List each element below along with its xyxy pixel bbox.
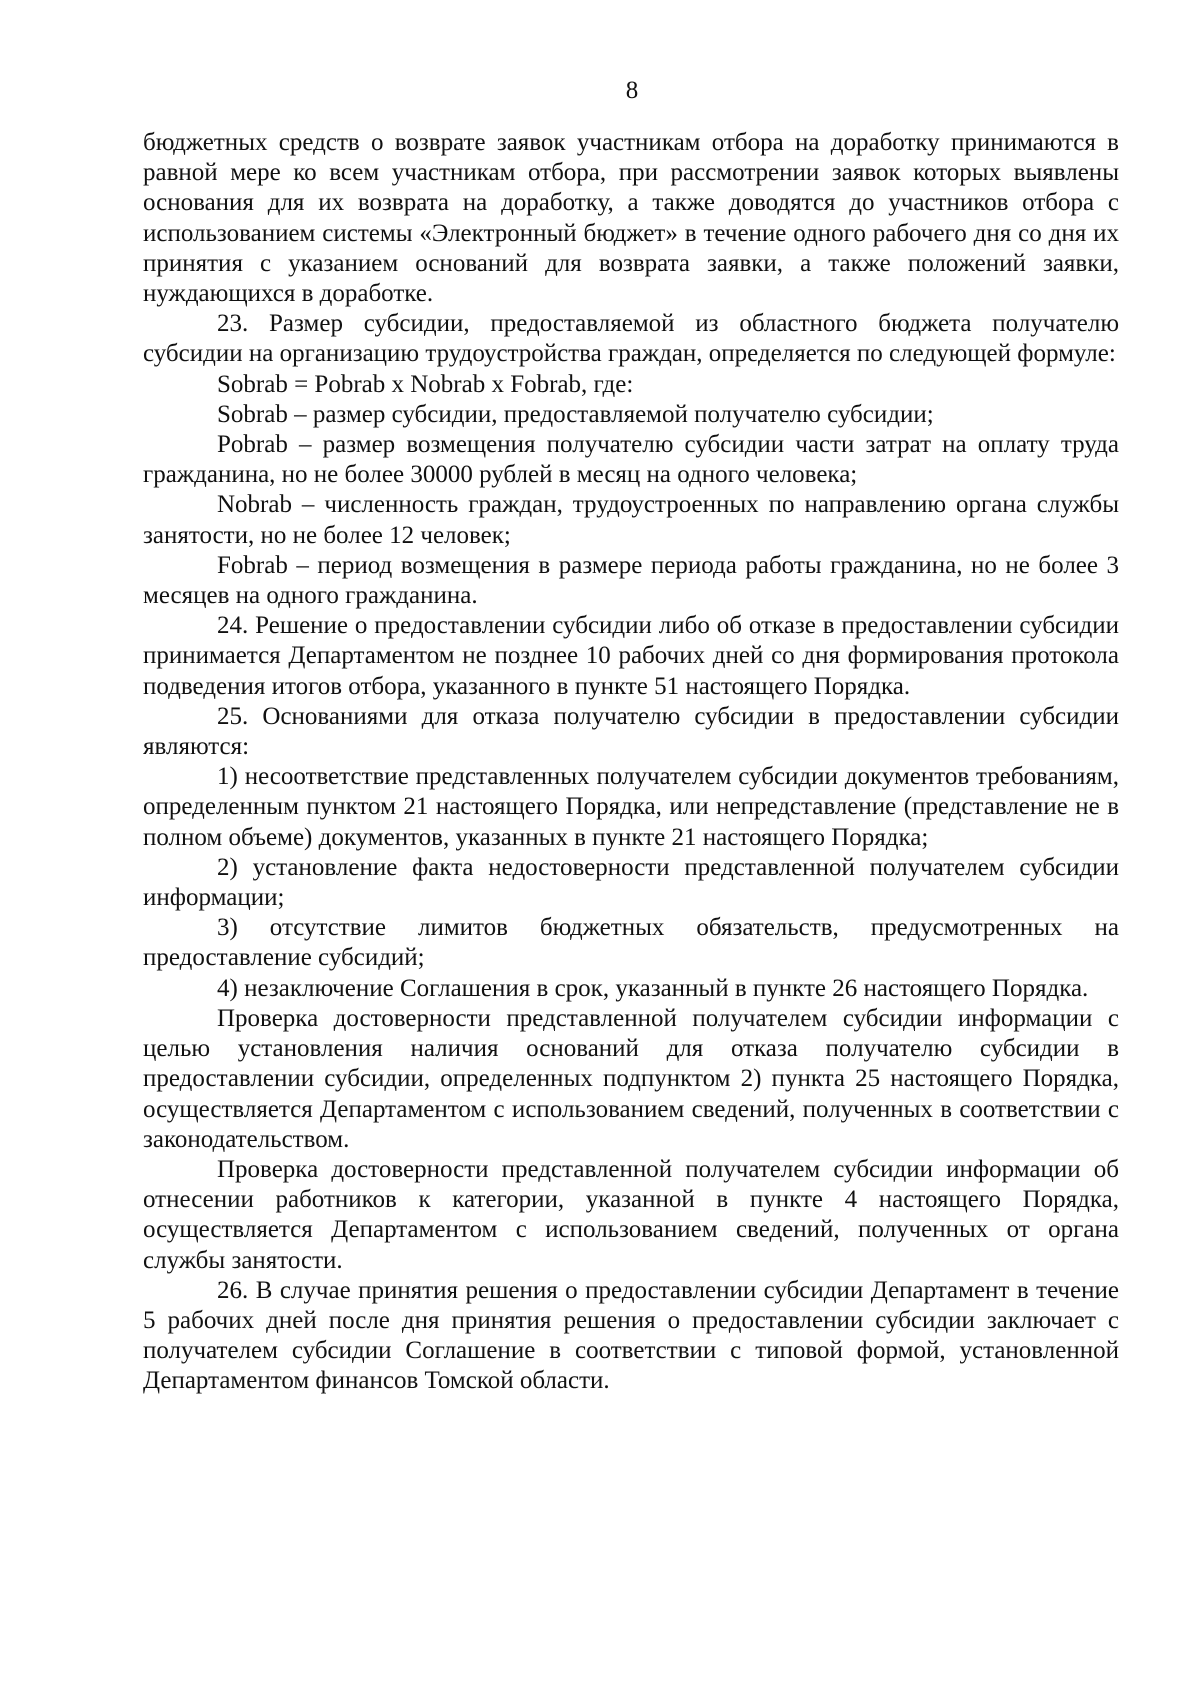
paragraph-item-23: 23. Размер субсидии, предоставляемой из областного бюджета получателю субсидии на организацию трудоустройства граждан, определяется по следующей формуле: [143,310,1119,368]
formula-definition-nobrab: Nobrab – численность граждан, трудоустроенных по направлению органа службы занятости, но не более 12 человек; [143,491,1119,549]
formula-definition-sobrab: Sobrab – размер субсидии, предоставляемой получателю субсидии; [217,400,934,428]
formula-definition-pobrab: Pobrab – размер возмещения получателю субсидии части затрат на оплату труда гражданина, но не более 30000 рублей в месяц на одного человека; [143,431,1119,489]
paragraph-item-25: 25. Основаниями для отказа получателю субсидии в предоставлении субсидии являются: [143,702,1119,761]
subitem-25-4: 4) незаключение Соглашения в срок, указанный в пункте 26 настоящего Порядка. [217,974,1089,1002]
formula-line: Sobrab = Pobrab x Nobrab x Fobrab, где: [217,370,634,398]
page-number: 8 [625,77,639,104]
subitem-25-3: 3) отсутствие лимитов бюджетных обязательств, предусмотренных на предоставление субсидий; [143,914,1119,972]
subitem-25-2: 2) установление факта недостоверности представленной получателем субсидии информации; [143,853,1119,912]
document-body [143,128,1119,1397]
paragraph-item-26: 26. В случае принятия решения о предоставлении субсидии Департамент в течение 5 рабочих дней после дня принятия решения о предоставлении субсидии заключает с получателем субсидии Соглашение в соответствии с типовой формой, установленной Департаментом финансов Томской области. [143,1276,1119,1395]
paragraph-verification-1: Проверка достоверности представленной получателем субсидии информации с целью установления наличия оснований для отказа получателю субсидии в предоставлении субсидии, определенных подпунктом 2) пункта 25 настоящего Порядка, осуществляется Департаментом с использованием сведений, полученных в соответствии с законодательством. [143,1004,1119,1153]
formula-definition-fobrab: Fobrab – период возмещения в размере периода работы гражданина, но не более 3 месяцев на одного гражданина. [143,551,1119,610]
subitem-25-1: 1) несоответствие представленных получателем субсидии документов требованиям, определенным пунктом 21 настоящего Порядка, или непредставление (представление не в полном объеме) документов, указанных в пункте 21 настоящего Порядка; [143,763,1119,851]
paragraph-continuation: бюджетных средств о возврате заявок участникам отбора на доработку принимаются в равной мере ко всем участникам отбора, при рассмотрении заявок которых выявлены основания для их возврата на доработку, а также доводятся до участников отбора с использованием системы «Электронный бюджет» в течение одного рабочего дня со дня их принятия с указанием оснований для возврата заявки, а также положений заявки, нуждающихся в доработке. [143,129,1119,308]
paragraph-item-24: 24. Решение о предоставлении субсидии либо об отказе в предоставлении субсидии принимается Департаментом не позднее 10 рабочих дней со дня формирования протокола подведения итогов отбора, указанного в пункте 51 настоящего Порядка. [143,612,1119,700]
paragraph-verification-2: Проверка достоверности представленной получателем субсидии информации об отнесении работников к категории, указанной в пункте 4 настоящего Порядка, осуществляется Департаментом с использованием сведений, полученных от органа службы занятости. [143,1155,1119,1274]
